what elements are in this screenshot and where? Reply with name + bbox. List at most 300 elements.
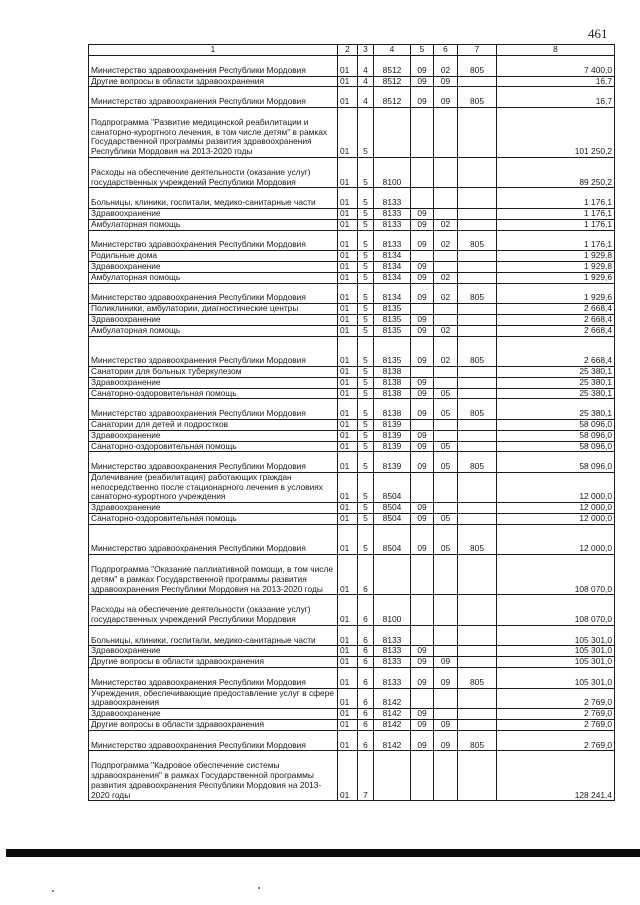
row-c8-cell: 25 380,1 — [497, 388, 615, 399]
row-c8-cell: 1 929,8 — [497, 261, 615, 272]
row-c2-cell: 01 — [338, 336, 358, 366]
row-name-cell: Поликлиники, амбулатории, диагностические центры — [89, 304, 338, 315]
row-c4-cell: 8512 — [374, 56, 411, 77]
row-c2-cell: 01 — [338, 625, 358, 646]
row-name-cell: Министерство здравоохранения Республики Мордовия — [89, 524, 338, 554]
row-c6-cell — [434, 304, 458, 315]
table-header-row — [89, 45, 615, 56]
table-row — [89, 441, 615, 452]
row-c3-cell: 5 — [358, 107, 374, 157]
row-c2-cell: 01 — [338, 730, 358, 751]
row-c2-cell: 01 — [338, 503, 358, 514]
row-c4-cell: 8138 — [374, 399, 411, 420]
table-row — [89, 625, 615, 646]
row-c8-cell: 2 769,0 — [497, 720, 615, 731]
row-c8-cell: 108 070,0 — [497, 595, 615, 625]
row-name-cell: Санатории для детей и подростков — [89, 419, 338, 430]
row-name-cell: Расходы на обеспечение деятельности (оказание услуг) государственных учреждений Республики Мордовия — [89, 157, 338, 187]
row-name-cell: Санаторно-оздоровительная помощь — [89, 514, 338, 525]
row-c7-cell — [458, 314, 497, 325]
row-c5-cell — [411, 304, 434, 315]
row-c4-cell: 8139 — [374, 419, 411, 430]
row-name-cell: Санатории для больных туберкулезом — [89, 366, 338, 377]
table-row — [89, 472, 615, 502]
row-c7-cell: 805 — [458, 87, 497, 108]
row-c2-cell: 01 — [338, 688, 358, 709]
row-c8-cell: 58 096,0 — [497, 452, 615, 473]
table-row — [89, 503, 615, 514]
row-c3-cell: 6 — [358, 668, 374, 689]
row-c7-cell — [458, 503, 497, 514]
row-c6-cell — [434, 709, 458, 720]
row-c3-cell: 5 — [358, 452, 374, 473]
row-c8-cell: 16,7 — [497, 87, 615, 108]
row-name-cell: Долечивание (реабилитация) работающих граждан непосредственно после стационарного лечения в условиях санаторно-курортного учреждения — [89, 472, 338, 502]
row-name-cell: Другие вопросы в области здравоохранения — [89, 720, 338, 731]
row-c2-cell: 01 — [338, 472, 358, 502]
row-c8-cell: 1 929,6 — [497, 283, 615, 304]
row-c4-cell — [374, 751, 411, 801]
row-c6-cell: 02 — [434, 56, 458, 77]
column-header: 3 — [358, 45, 374, 56]
row-name-cell: Министерство здравоохранения Республики Мордовия — [89, 452, 338, 473]
row-c3-cell: 5 — [358, 188, 374, 209]
row-c6-cell — [434, 188, 458, 209]
row-c7-cell — [458, 720, 497, 731]
scan-speck — [258, 887, 260, 889]
row-c6-cell: 02 — [434, 272, 458, 283]
row-c8-cell: 25 380,1 — [497, 366, 615, 377]
table-row — [89, 366, 615, 377]
row-c7-cell — [458, 657, 497, 668]
row-c3-cell: 5 — [358, 314, 374, 325]
table-row — [89, 709, 615, 720]
row-c7-cell — [458, 646, 497, 657]
table-row — [89, 555, 615, 595]
row-c5-cell: 09 — [411, 430, 434, 441]
table-row — [89, 688, 615, 709]
row-c7-cell — [458, 188, 497, 209]
row-c6-cell: 02 — [434, 219, 458, 230]
row-c4-cell: 8504 — [374, 472, 411, 502]
row-name-cell: Амбулаторная помощь — [89, 325, 338, 336]
row-c6-cell: 02 — [434, 283, 458, 304]
row-c2-cell: 01 — [338, 56, 358, 77]
row-c2-cell: 01 — [338, 388, 358, 399]
row-name-cell: Больницы, клиники, госпитали, медико-санитарные части — [89, 188, 338, 209]
row-c8-cell: 105 301,0 — [497, 657, 615, 668]
table-row — [89, 377, 615, 388]
row-c5-cell: 09 — [411, 646, 434, 657]
row-c4-cell: 8135 — [374, 304, 411, 315]
row-c7-cell — [458, 625, 497, 646]
row-c6-cell — [434, 472, 458, 502]
row-c8-cell: 2 769,0 — [497, 730, 615, 751]
row-c4-cell: 8512 — [374, 87, 411, 108]
table-row — [89, 272, 615, 283]
row-c8-cell: 2 769,0 — [497, 688, 615, 709]
row-c7-cell — [458, 261, 497, 272]
row-c7-cell — [458, 107, 497, 157]
row-c4-cell: 8504 — [374, 503, 411, 514]
row-c5-cell: 09 — [411, 399, 434, 420]
row-c2-cell: 01 — [338, 419, 358, 430]
row-c5-cell: 09 — [411, 261, 434, 272]
row-c7-cell — [458, 219, 497, 230]
row-c5-cell: 09 — [411, 668, 434, 689]
row-c8-cell: 7 400,0 — [497, 56, 615, 77]
row-c5-cell: 09 — [411, 208, 434, 219]
row-c8-cell: 25 380,1 — [497, 377, 615, 388]
row-c7-cell — [458, 419, 497, 430]
row-c2-cell: 01 — [338, 325, 358, 336]
row-c3-cell: 5 — [358, 283, 374, 304]
row-c7-cell — [458, 595, 497, 625]
row-c7-cell — [458, 709, 497, 720]
row-c2-cell: 01 — [338, 709, 358, 720]
row-name-cell: Здравоохранение — [89, 430, 338, 441]
row-c2-cell: 01 — [338, 188, 358, 209]
row-c5-cell: 09 — [411, 325, 434, 336]
table-row — [89, 325, 615, 336]
row-c5-cell: 09 — [411, 657, 434, 668]
row-c8-cell: 58 096,0 — [497, 419, 615, 430]
row-c4-cell: 8504 — [374, 524, 411, 554]
scan-edge-bar — [6, 849, 640, 857]
row-c3-cell: 5 — [358, 219, 374, 230]
row-c3-cell: 5 — [358, 251, 374, 262]
row-c3-cell: 6 — [358, 625, 374, 646]
table-row — [89, 657, 615, 668]
row-c2-cell: 01 — [338, 87, 358, 108]
row-c4-cell: 8133 — [374, 208, 411, 219]
row-name-cell: Амбулаторная помощь — [89, 272, 338, 283]
row-name-cell: Министерство здравоохранения Республики Мордовия — [89, 399, 338, 420]
row-c2-cell: 01 — [338, 452, 358, 473]
row-name-cell: Подпрограмма "Оказание паллиативной помощи, в том числе детям" в рамках Государственной программы развития здравоохранения Республики Мордовия на 2013-2020 годы — [89, 555, 338, 595]
row-c8-cell: 101 250,2 — [497, 107, 615, 157]
row-c5-cell — [411, 688, 434, 709]
row-c7-cell — [458, 751, 497, 801]
column-header: 2 — [338, 45, 358, 56]
row-c2-cell: 01 — [338, 720, 358, 731]
table-row — [89, 76, 615, 87]
row-c3-cell: 6 — [358, 595, 374, 625]
budget-table — [88, 44, 615, 801]
row-c3-cell: 6 — [358, 730, 374, 751]
row-c2-cell: 01 — [338, 514, 358, 525]
row-c5-cell — [411, 419, 434, 430]
row-c3-cell: 5 — [358, 430, 374, 441]
row-c6-cell: 05 — [434, 452, 458, 473]
row-c5-cell: 09 — [411, 524, 434, 554]
row-c3-cell: 5 — [358, 399, 374, 420]
row-c6-cell — [434, 107, 458, 157]
row-c3-cell: 5 — [358, 472, 374, 502]
row-c3-cell: 5 — [358, 325, 374, 336]
row-c7-cell — [458, 555, 497, 595]
row-c7-cell — [458, 388, 497, 399]
row-c7-cell — [458, 366, 497, 377]
row-c8-cell: 58 096,0 — [497, 430, 615, 441]
row-name-cell: Здравоохранение — [89, 377, 338, 388]
row-c2-cell: 01 — [338, 668, 358, 689]
table-row — [89, 730, 615, 751]
row-c7-cell — [458, 304, 497, 315]
row-c2-cell: 01 — [338, 399, 358, 420]
row-c3-cell: 6 — [358, 688, 374, 709]
row-c3-cell: 4 — [358, 76, 374, 87]
row-c6-cell — [434, 595, 458, 625]
row-c8-cell: 58 096,0 — [497, 441, 615, 452]
row-c8-cell: 2 668,4 — [497, 336, 615, 366]
row-c4-cell: 8142 — [374, 709, 411, 720]
table-row — [89, 304, 615, 315]
row-name-cell: Министерство здравоохранения Республики Мордовия — [89, 87, 338, 108]
row-c6-cell: 02 — [434, 230, 458, 251]
row-c4-cell — [374, 555, 411, 595]
row-c4-cell — [374, 107, 411, 157]
row-c6-cell: 09 — [434, 657, 458, 668]
row-c2-cell: 01 — [338, 230, 358, 251]
row-name-cell: Министерство здравоохранения Республики Мордовия — [89, 56, 338, 77]
row-c6-cell: 09 — [434, 720, 458, 731]
row-c2-cell: 01 — [338, 430, 358, 441]
row-c5-cell: 09 — [411, 87, 434, 108]
row-c3-cell: 4 — [358, 56, 374, 77]
row-name-cell: Министерство здравоохранения Республики Мордовия — [89, 730, 338, 751]
row-c5-cell — [411, 157, 434, 187]
column-header: 8 — [497, 45, 615, 56]
row-c5-cell: 09 — [411, 503, 434, 514]
row-name-cell: Учреждения, обеспечивающие предоставление услуг в сфере здравоохранения — [89, 688, 338, 709]
row-c7-cell: 805 — [458, 524, 497, 554]
row-c8-cell: 1 176,1 — [497, 188, 615, 209]
row-c7-cell — [458, 76, 497, 87]
row-c6-cell — [434, 555, 458, 595]
table-row — [89, 314, 615, 325]
row-c7-cell — [458, 472, 497, 502]
row-c8-cell: 1 176,1 — [497, 230, 615, 251]
row-c5-cell: 09 — [411, 388, 434, 399]
row-c8-cell: 2 769,0 — [497, 709, 615, 720]
row-name-cell: Подпрограмма "Развитие медицинской реабилитации и санаторно-курортного лечения, в том числе детям" в рамках Государственной программы развития здравоохранения Республики Мордовия на 2013-2020 годы — [89, 107, 338, 157]
row-c2-cell: 01 — [338, 595, 358, 625]
row-c5-cell — [411, 366, 434, 377]
row-name-cell: Санаторно-оздоровительная помощь — [89, 441, 338, 452]
row-c4-cell: 8139 — [374, 441, 411, 452]
table-row — [89, 595, 615, 625]
row-c7-cell: 805 — [458, 336, 497, 366]
table-row — [89, 388, 615, 399]
table-row — [89, 646, 615, 657]
table-row — [89, 208, 615, 219]
row-c2-cell: 01 — [338, 251, 358, 262]
row-c4-cell: 8142 — [374, 720, 411, 731]
row-c2-cell: 01 — [338, 76, 358, 87]
table-row — [89, 399, 615, 420]
row-c3-cell: 4 — [358, 87, 374, 108]
row-c3-cell: 5 — [358, 336, 374, 366]
row-c8-cell: 12 000,0 — [497, 514, 615, 525]
row-c3-cell: 5 — [358, 503, 374, 514]
table-row — [89, 419, 615, 430]
row-c5-cell: 09 — [411, 441, 434, 452]
row-c4-cell: 8134 — [374, 251, 411, 262]
row-c4-cell: 8133 — [374, 668, 411, 689]
row-c3-cell: 5 — [358, 230, 374, 251]
table-row — [89, 514, 615, 525]
column-header: 5 — [411, 45, 434, 56]
row-c5-cell: 09 — [411, 283, 434, 304]
column-header: 1 — [89, 45, 338, 56]
table-row — [89, 157, 615, 187]
row-c8-cell: 12 000,0 — [497, 503, 615, 514]
row-c3-cell: 5 — [358, 261, 374, 272]
table-row — [89, 87, 615, 108]
row-c4-cell: 8135 — [374, 325, 411, 336]
row-c5-cell: 09 — [411, 272, 434, 283]
row-c8-cell: 1 929,8 — [497, 251, 615, 262]
row-name-cell: Министерство здравоохранения Республики Мордовия — [89, 230, 338, 251]
table-row — [89, 751, 615, 801]
row-c5-cell: 09 — [411, 230, 434, 251]
row-c6-cell: 05 — [434, 514, 458, 525]
row-c4-cell: 8139 — [374, 430, 411, 441]
row-c3-cell: 5 — [358, 419, 374, 430]
table-row — [89, 668, 615, 689]
row-c7-cell — [458, 514, 497, 525]
row-c7-cell: 805 — [458, 283, 497, 304]
row-c7-cell — [458, 157, 497, 187]
row-name-cell: Здравоохранение — [89, 314, 338, 325]
row-c7-cell — [458, 251, 497, 262]
row-c5-cell — [411, 625, 434, 646]
row-c6-cell: 05 — [434, 388, 458, 399]
row-c8-cell: 89 250,2 — [497, 157, 615, 187]
row-name-cell: Министерство здравоохранения Республики Мордовия — [89, 336, 338, 366]
row-c6-cell — [434, 314, 458, 325]
table-row — [89, 251, 615, 262]
row-c7-cell — [458, 208, 497, 219]
row-c8-cell: 1 176,1 — [497, 208, 615, 219]
row-c6-cell — [434, 503, 458, 514]
row-name-cell: Другие вопросы в области здравоохранения — [89, 657, 338, 668]
row-c2-cell: 01 — [338, 314, 358, 325]
row-name-cell: Больницы, клиники, госпитали, медико-санитарные части — [89, 625, 338, 646]
row-c2-cell: 01 — [338, 366, 358, 377]
table-row — [89, 188, 615, 209]
row-c2-cell: 01 — [338, 304, 358, 315]
row-name-cell: Здравоохранение — [89, 646, 338, 657]
row-c7-cell: 805 — [458, 730, 497, 751]
row-c6-cell: 09 — [434, 730, 458, 751]
row-c7-cell — [458, 688, 497, 709]
row-c8-cell: 2 668,4 — [497, 314, 615, 325]
row-name-cell: Министерство здравоохранения Республики Мордовия — [89, 283, 338, 304]
scan-speck — [52, 890, 54, 892]
row-c7-cell — [458, 272, 497, 283]
row-c2-cell: 01 — [338, 657, 358, 668]
row-c8-cell: 12 000,0 — [497, 472, 615, 502]
row-c3-cell: 5 — [358, 272, 374, 283]
column-header: 4 — [374, 45, 411, 56]
row-c5-cell: 09 — [411, 56, 434, 77]
table-row — [89, 720, 615, 731]
row-c6-cell — [434, 688, 458, 709]
row-c8-cell: 1 176,1 — [497, 219, 615, 230]
row-c3-cell: 6 — [358, 720, 374, 731]
table-body — [89, 56, 615, 801]
row-c5-cell — [411, 188, 434, 209]
row-c5-cell: 09 — [411, 336, 434, 366]
row-c5-cell: 09 — [411, 219, 434, 230]
row-c6-cell — [434, 625, 458, 646]
row-c4-cell: 8133 — [374, 230, 411, 251]
row-c2-cell: 01 — [338, 524, 358, 554]
row-c6-cell: 09 — [434, 668, 458, 689]
row-c8-cell: 25 380,1 — [497, 399, 615, 420]
row-c7-cell: 805 — [458, 452, 497, 473]
row-c4-cell: 8504 — [374, 514, 411, 525]
table-row — [89, 430, 615, 441]
row-c3-cell: 5 — [358, 304, 374, 315]
row-c3-cell: 5 — [358, 441, 374, 452]
row-c2-cell: 01 — [338, 646, 358, 657]
row-c3-cell: 5 — [358, 157, 374, 187]
row-c5-cell — [411, 107, 434, 157]
row-c6-cell — [434, 419, 458, 430]
row-c6-cell — [434, 366, 458, 377]
row-c8-cell: 16,7 — [497, 76, 615, 87]
row-c7-cell: 805 — [458, 668, 497, 689]
row-c4-cell: 8135 — [374, 314, 411, 325]
row-c6-cell: 05 — [434, 524, 458, 554]
table-row — [89, 452, 615, 473]
row-name-cell: Родильные дома — [89, 251, 338, 262]
row-c5-cell — [411, 251, 434, 262]
row-c7-cell: 805 — [458, 230, 497, 251]
table-row — [89, 524, 615, 554]
row-c8-cell: 1 929,6 — [497, 272, 615, 283]
row-c2-cell: 01 — [338, 272, 358, 283]
row-c6-cell — [434, 251, 458, 262]
row-c2-cell: 01 — [338, 261, 358, 272]
row-c5-cell — [411, 555, 434, 595]
table-row — [89, 336, 615, 366]
row-c5-cell: 09 — [411, 76, 434, 87]
row-c4-cell: 8134 — [374, 261, 411, 272]
row-c8-cell: 2 668,4 — [497, 325, 615, 336]
row-c2-cell: 01 — [338, 107, 358, 157]
row-c4-cell: 8138 — [374, 388, 411, 399]
row-c4-cell: 8100 — [374, 595, 411, 625]
row-c2-cell: 01 — [338, 208, 358, 219]
row-c3-cell: 5 — [358, 514, 374, 525]
row-c3-cell: 5 — [358, 388, 374, 399]
row-c3-cell: 5 — [358, 377, 374, 388]
row-c3-cell: 6 — [358, 555, 374, 595]
row-c8-cell: 128 241,4 — [497, 751, 615, 801]
row-c4-cell: 8133 — [374, 188, 411, 209]
row-c4-cell: 8512 — [374, 76, 411, 87]
row-c5-cell — [411, 751, 434, 801]
row-c6-cell — [434, 377, 458, 388]
row-c6-cell: 05 — [434, 399, 458, 420]
row-c5-cell: 09 — [411, 452, 434, 473]
row-c6-cell — [434, 261, 458, 272]
row-c6-cell: 09 — [434, 76, 458, 87]
